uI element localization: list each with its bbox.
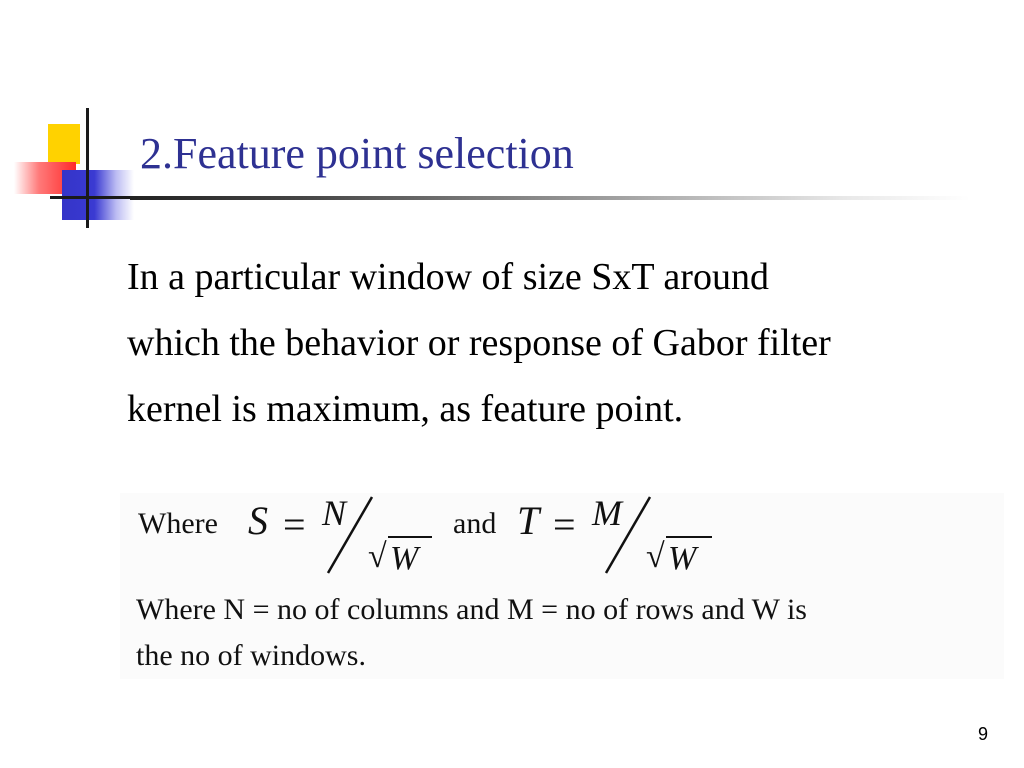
formula-where-label: Where bbox=[138, 507, 218, 540]
body-line: kernel is maximum, as feature point. bbox=[127, 388, 684, 430]
fraction-denominator: W bbox=[668, 540, 697, 577]
logo-horizontal-line bbox=[50, 196, 130, 199]
fraction-numerator: N bbox=[322, 493, 347, 533]
formula-image bbox=[120, 493, 1004, 679]
formula-note-line: Where N = no of columns and M = no of rows and W is bbox=[136, 593, 807, 626]
formula-and-label: and bbox=[453, 507, 497, 540]
formula-fraction-m-over-root-w bbox=[588, 493, 718, 579]
slide-logo bbox=[0, 100, 150, 240]
body-text bbox=[127, 244, 987, 442]
logo-yellow-square bbox=[48, 124, 80, 164]
title-divider bbox=[130, 196, 970, 200]
formula-t-variable: T bbox=[517, 498, 540, 543]
radical-sign: √ bbox=[368, 538, 387, 575]
body-line: which the behavior or response of Gabor filter bbox=[127, 322, 831, 364]
formula-equals-sign: = bbox=[553, 502, 576, 547]
formula-note-line: the no of windows. bbox=[136, 639, 366, 672]
logo-vertical-line bbox=[86, 108, 89, 228]
logo-blue-square bbox=[62, 170, 134, 220]
formula-equals-sign: = bbox=[283, 502, 306, 547]
fraction-denominator: W bbox=[390, 540, 419, 577]
page-number: 9 bbox=[978, 724, 989, 744]
formula-s-variable: S bbox=[248, 498, 268, 543]
fraction-numerator: M bbox=[592, 493, 622, 533]
formula-fraction-n-over-root-w bbox=[316, 493, 440, 579]
radical-sign: √ bbox=[646, 538, 665, 575]
body-line: In a particular window of size SxT around bbox=[127, 256, 769, 298]
slide-title: 2.Feature point selection bbox=[140, 129, 574, 178]
